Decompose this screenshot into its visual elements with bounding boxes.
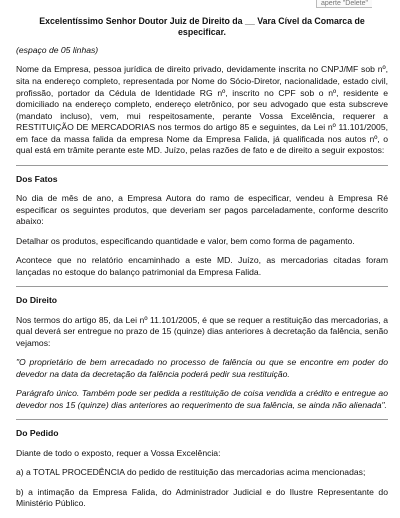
pedido-item-b: b) a intimação da Empresa Falida, do Administrador Judicial e do Ilustre Representante do Ministério Público. [16, 486, 388, 509]
document-title: Excelentíssimo Senhor Doutor Juiz de Direito da __ Vara Cível da Comarca de especificar. [39, 16, 365, 37]
direito-paragraph-1: Nos termos do artigo 85, da Lei nº 11.101/2005, é que se requer a restituição das mercadorias, a qual deverá ser entregue no prazo de 15 (quinze) dias anteriores à decretação da falência, senão vejamos: [16, 314, 388, 348]
section-heading-direito: Do Direito [16, 295, 58, 306]
intro-paragraph: Nome da Empresa, pessoa jurídica de direito privado, devidamente inscrita no CNPJ/MF sob nº, sita na endereço completo, representada por Nome do Sócio-Diretor, nacionalidade, estado civil, profissão, portador da Cédula de Identidade RG nº, inscrito no CPF sob o nº, residente e domiciliado na endereço completo, endereço eletrônico, por seu advogado que esta subscreve (mandato incluso), vem, mui respeitosamente, perante Vossa Excelência, requerer a RESTITUIÇÃO DE MERCADORIAS nos termos do artigo 85 e seguintes, da Lei nº 11.101/2005, em face da massa falida da empresa Nome da Empresa Falida, já qualificada nos autos nº, o qual está em trâmite perante este MD. Juízo, pelas razões de fato e de direito a seguir expostos: [16, 64, 388, 156]
section-divider [16, 286, 388, 287]
fatos-paragraph-2: Detalhar os produtos, especificando quantidade e valor, bem como forma de pagamento. [16, 235, 355, 246]
document-page [16, 16, 388, 518]
fatos-paragraph-1: No dia de mês de ano, a Empresa Autora do ramo de especificar, vendeu à Empresa Ré especificar os seguintes produtos, que deveriam ser pagos parceladamente, conforme descrito abaixo: [16, 193, 388, 227]
section-divider [16, 419, 388, 420]
section-heading-fatos: Dos Fatos [16, 173, 58, 184]
fatos-paragraph-3: Acontece que no relatório encaminhado a este MD. Juízo, as mercadorias citadas foram lançadas no estoque do balanço patrimonial da Empresa Falida. [16, 255, 388, 277]
delete-hint: aperte "Delete" [316, 0, 372, 8]
direito-quote-1: "O proprietário de bem arrecadado no processo de falência ou que se encontre em poder do devedor na data da decretação da falência poderá pedir sua restituição. [16, 357, 388, 379]
spacing-note: (espaço de 05 linhas) [16, 44, 99, 55]
pedido-paragraph-1: Diante de todo o exposto, requer a Vossa Excelência: [16, 447, 221, 458]
direito-quote-2: Parágrafo único. Também pode ser pedida a restituição de coisa vendida a crédito e entregue ao devedor nos 15 (quinze) dias anteriores ao requerimento de sua falência, se ainda não alienada". [16, 388, 388, 410]
section-divider [16, 165, 388, 166]
pedido-item-a: a) a TOTAL PROCEDÊNCIA do pedido de restituição das mercadorias acima mencionadas; [16, 467, 366, 478]
section-heading-pedido: Do Pedido [16, 428, 59, 439]
